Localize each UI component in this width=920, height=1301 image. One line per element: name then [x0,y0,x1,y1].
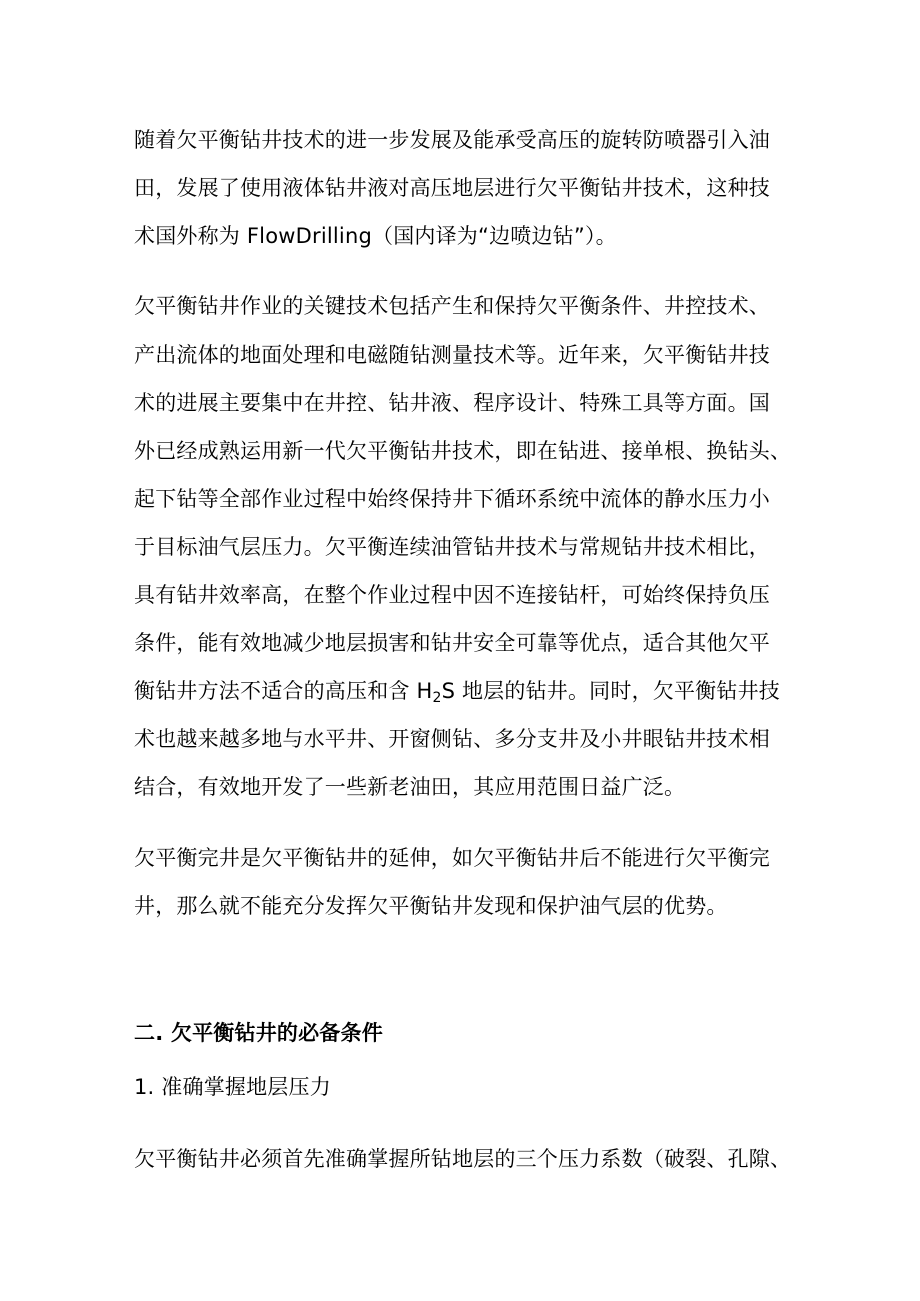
paragraph-2-line-3: 术的进展主要集中在井控、钻井液、程序设计、特殊工具等方面。国 [134,391,770,415]
paragraph-3-line-2: 井，那么就不能充分发挥欠平衡钻井发现和保护油气层的优势。 [134,894,728,918]
paragraph-2-line-7: 具有钻井效率高，在整个作业过程中因不连接钻杆，可始终保持负压 [134,583,770,607]
paragraph-2-line-5: 起下钻等全部作业过程中始终保持井下循环系统中流体的静水压力小 [134,487,770,511]
paragraph-2-line-2: 产出流体的地面处理和电磁随钻测量技术等。近年来，欠平衡钻井技 [134,343,770,367]
paragraph-2-line-1: 欠平衡钻井作业的关键技术包括产生和保持欠平衡条件、井控技术、 [134,294,770,318]
section-subheading: 1. 准确掌握地层压力 [134,1075,331,1099]
h2s-subscript: 2 [432,690,442,706]
paragraph-2-line-11: 结合，有效地开发了一些新老油田，其应用范围日益广泛。 [134,775,686,799]
paragraph-1-line-1: 随着欠平衡钻井技术的进一步发展及能承受高压的旋转防喷器引入油 [134,128,770,152]
paragraph-2-line-9-text-after: S 地层的钻井。同时，欠平衡钻井技 [441,679,780,703]
paragraph-2-line-4: 外已经成熟运用新一代欠平衡钻井技术，即在钻进、接单根、换钻头、 [134,439,792,463]
paragraph-2-line-10: 术也越来越多地与水平井、开窗侧钻、多分支井及小井眼钻井技术相 [134,727,770,751]
paragraph-2-line-6: 于目标油气层压力。欠平衡连续油管钻井技术与常规钻井技术相比， [134,535,770,559]
paragraph-2-line-9 [134,676,780,706]
paragraph-2-line-8: 条件，能有效地减少地层损害和钻井安全可靠等优点，适合其他欠平 [134,631,770,655]
paragraph-1-line-3: 术国外称为 FlowDrilling（国内译为“边喷边钻”）。 [134,224,617,248]
paragraph-1-line-2: 田，发展了使用液体钻井液对高压地层进行欠平衡钻井技术，这种技 [134,176,770,200]
paragraph-2-line-9-text-before: 衡钻井方法不适合的高压和含 H [134,679,433,703]
section-2-line-1: 欠平衡钻井必须首先准确掌握所钻地层的三个压力系数（破裂、孔隙、 [134,1147,792,1171]
section-heading: 二. 欠平衡钻井的必备条件 [134,1021,383,1045]
paragraph-3-line-1: 欠平衡完井是欠平衡钻井的延伸，如欠平衡钻井后不能进行欠平衡完 [134,846,770,870]
